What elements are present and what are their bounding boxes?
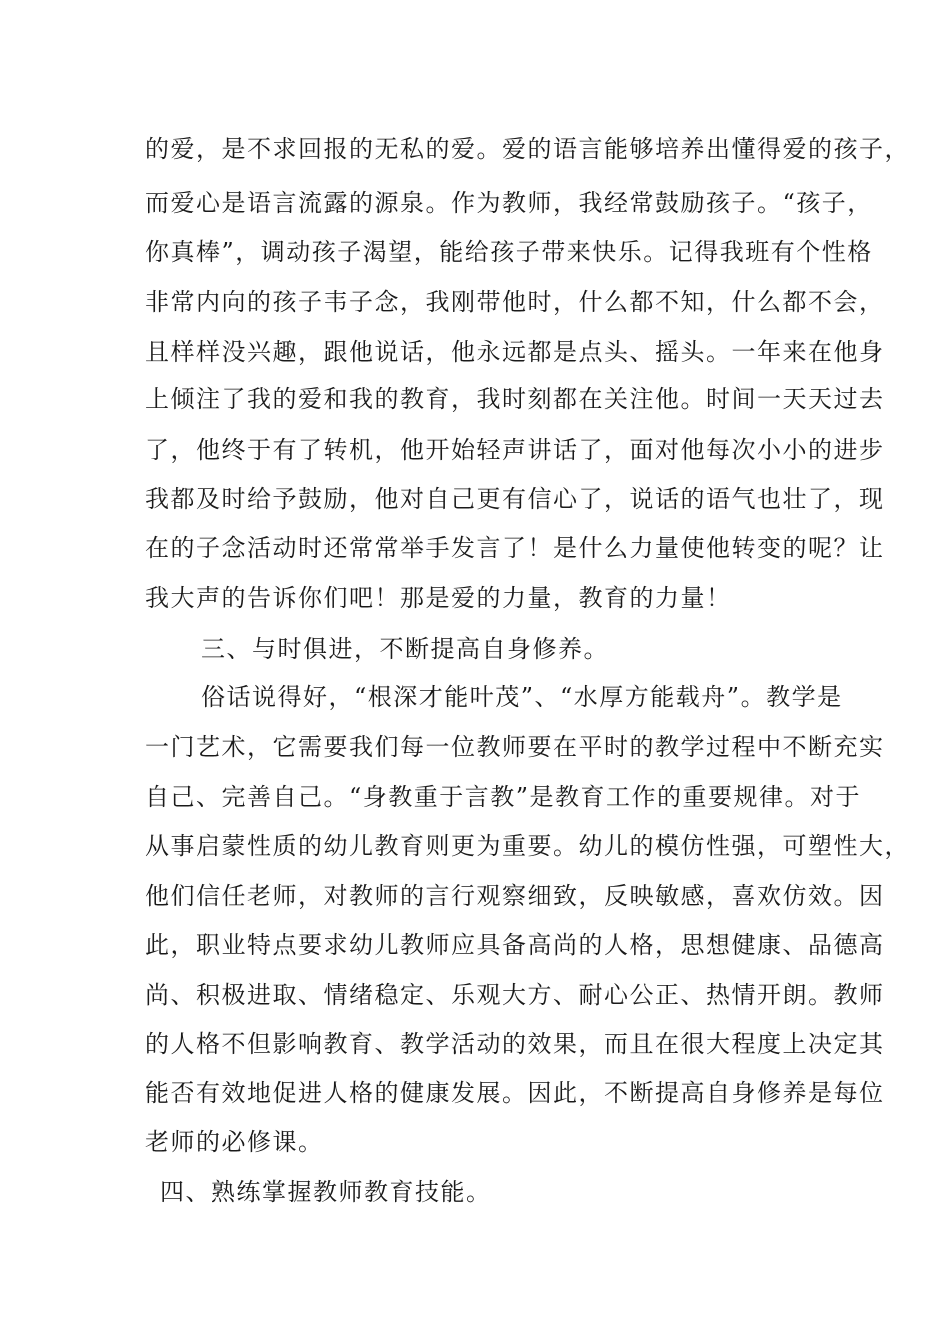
text-line: 老师的必修课。	[145, 1128, 324, 1156]
text-line: 他们信任老师，对教师的言行观察细致，反映敏感，喜欢仿效。因	[145, 882, 885, 910]
text-line: 从事启蒙性质的幼儿教育则更为重要。幼儿的模仿性强，可塑性大，	[145, 832, 910, 860]
section-heading-4: 四、熟练掌握教师教育技能。	[160, 1178, 492, 1206]
text-line: 我大声的告诉你们吧！那是爱的力量，教育的力量！	[145, 584, 732, 612]
text-line: 在的子念活动时还常常举手发言了！是什么力量使他转变的呢？让	[145, 534, 885, 562]
text-line: 上倾注了我的爱和我的教育，我时刻都在关注他。时间一天天过去	[145, 385, 885, 413]
text-line: 的爱，是不求回报的无私的爱。爱的语言能够培养出懂得爱的孩子，	[145, 135, 910, 163]
text-line: 俗话说得好，“根深才能叶茂”、“水厚方能载舟”。教学是	[201, 683, 843, 711]
text-line: 且样样没兴趣，跟他说话，他永远都是点头、摇头。一年来在他身	[145, 338, 885, 366]
text-line: 了，他终于有了转机，他开始轻声讲话了，面对他每次小小的进步	[145, 436, 885, 464]
text-line: 你真棒”，调动孩子渴望，能给孩子带来快乐。记得我班有个性格	[145, 238, 873, 266]
section-heading-3: 三、与时俱进，不断提高自身修养。	[201, 635, 609, 663]
text-line: 一门艺术，它需要我们每一位教师要在平时的教学过程中不断充实	[145, 733, 885, 761]
text-line: 而爱心是语言流露的源泉。作为教师，我经常鼓励孩子。“孩子，	[145, 189, 873, 217]
text-line: 我都及时给予鼓励，他对自己更有信心了，说话的语气也壮了，现	[145, 485, 885, 513]
text-line: 非常内向的孩子韦子念，我刚带他时，什么都不知，什么都不会，	[145, 288, 885, 316]
text-line: 尚、积极进取、情绪稳定、乐观大方、耐心公正、热情开朗。教师	[145, 981, 885, 1009]
text-line: 能否有效地促进人格的健康发展。因此，不断提高自身修养是每位	[145, 1079, 885, 1107]
text-line: 此，职业特点要求幼儿教师应具备高尚的人格，思想健康、品德高	[145, 931, 885, 959]
text-line: 自己、完善自己。“身教重于言教”是教育工作的重要规律。对于	[145, 783, 862, 811]
text-line: 的人格不但影响教育、教学活动的效果，而且在很大程度上决定其	[145, 1030, 885, 1058]
